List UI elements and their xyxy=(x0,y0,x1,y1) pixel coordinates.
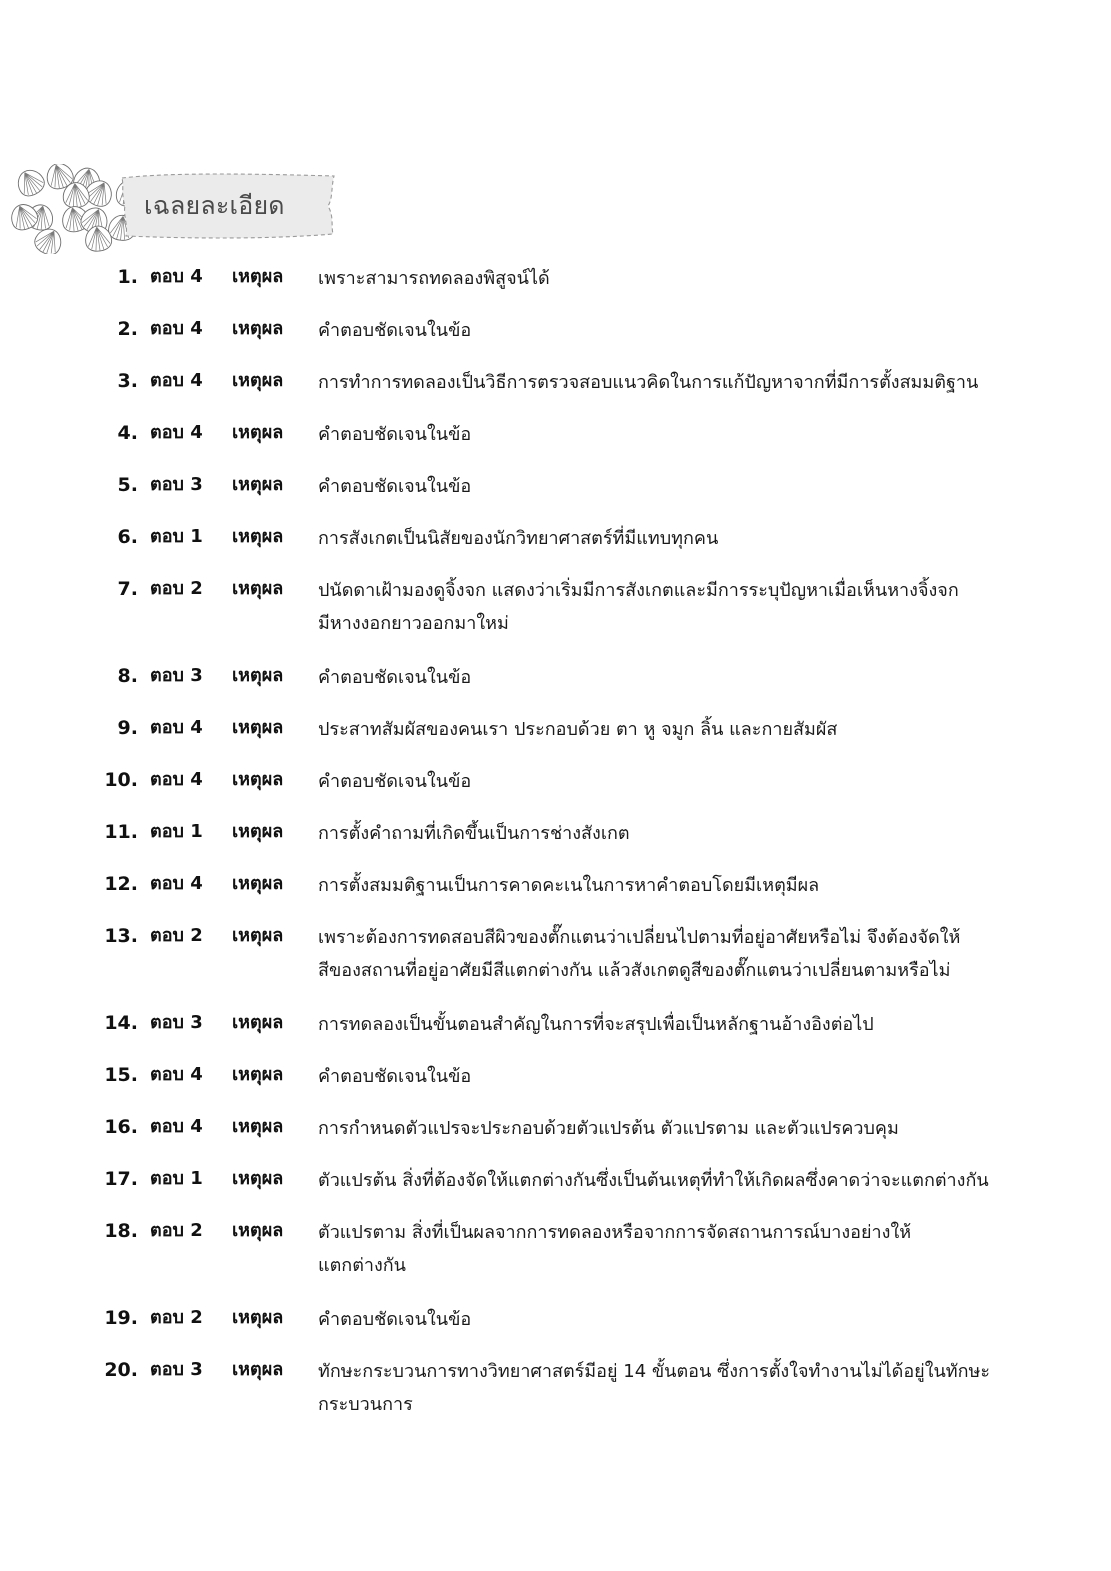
answer-row xyxy=(0,1164,1111,1194)
answer-row xyxy=(0,1216,1111,1279)
answer-row xyxy=(0,1355,1111,1418)
answer-row xyxy=(0,574,1111,637)
reason-line: กระบวนการ xyxy=(318,1394,413,1415)
answer-list xyxy=(0,262,1111,1442)
item-answer: ตอบ 4 xyxy=(150,422,203,443)
item-number: 12. xyxy=(104,873,138,895)
reason-text xyxy=(318,418,1008,451)
reason-label: เหตุผล xyxy=(232,578,284,599)
reason-line: ปนัดดาเฝ้ามองดูจิ้งจก แสดงว่าเริ่มมีการสังเกตและมีการระบุปัญหาเมื่อเห็นหางจิ้งจก xyxy=(318,580,959,601)
reason-label: เหตุผล xyxy=(232,1220,284,1241)
reason-text xyxy=(318,1164,1008,1197)
item-number: 3. xyxy=(117,370,138,392)
reason-line: การตั้งคำถามที่เกิดขึ้นเป็นการช่างสังเกต xyxy=(318,823,630,844)
reason-text xyxy=(318,574,1008,640)
reason-label: เหตุผล xyxy=(232,266,284,287)
item-number: 10. xyxy=(104,769,138,791)
reason-text xyxy=(318,921,1008,987)
item-answer: ตอบ 3 xyxy=(150,665,203,686)
item-answer: ตอบ 1 xyxy=(150,526,203,547)
answer-row xyxy=(0,418,1111,448)
reason-label: เหตุผล xyxy=(232,1012,284,1033)
answer-row xyxy=(0,470,1111,500)
answer-row xyxy=(0,921,1111,984)
reason-line: การสังเกตเป็นนิสัยของนักวิทยาศาสตร์ที่มีแทบทุกคน xyxy=(318,528,719,549)
reason-label: เหตุผล xyxy=(232,1307,284,1328)
reason-text xyxy=(318,1008,1008,1041)
item-answer: ตอบ 4 xyxy=(150,266,203,287)
reason-text xyxy=(318,262,1008,295)
answer-row xyxy=(0,314,1111,344)
page-header xyxy=(0,160,360,256)
reason-text xyxy=(318,765,1008,798)
answer-row xyxy=(0,817,1111,847)
item-answer: ตอบ 4 xyxy=(150,1116,203,1137)
reason-label: เหตุผล xyxy=(232,821,284,842)
reason-text xyxy=(318,366,1008,399)
reason-line: คำตอบชัดเจนในข้อ xyxy=(318,667,472,688)
answer-row xyxy=(0,1060,1111,1090)
answer-row xyxy=(0,522,1111,552)
item-answer: ตอบ 2 xyxy=(150,925,203,946)
reason-label: เหตุผล xyxy=(232,370,284,391)
item-number: 1. xyxy=(117,266,138,288)
reason-text xyxy=(318,869,1008,902)
reason-text xyxy=(318,470,1008,503)
item-number: 7. xyxy=(117,578,138,600)
item-answer: ตอบ 3 xyxy=(150,474,203,495)
reason-line: เพราะต้องการทดสอบสีผิวของตั๊กแตนว่าเปลี่ยนไปตามที่อยู่อาศัยหรือไม่ จึงต้องจัดให้ xyxy=(318,927,961,948)
answer-row xyxy=(0,869,1111,899)
item-answer: ตอบ 3 xyxy=(150,1359,203,1380)
reason-label: เหตุผล xyxy=(232,873,284,894)
reason-line: คำตอบชัดเจนในข้อ xyxy=(318,771,472,792)
answer-row xyxy=(0,1303,1111,1333)
item-answer: ตอบ 4 xyxy=(150,1064,203,1085)
item-number: 2. xyxy=(117,318,138,340)
answer-row xyxy=(0,1008,1111,1038)
reason-text xyxy=(318,314,1008,347)
item-number: 16. xyxy=(104,1116,138,1138)
reason-label: เหตุผล xyxy=(232,422,284,443)
item-number: 20. xyxy=(104,1359,138,1381)
answer-row xyxy=(0,1112,1111,1142)
reason-line: สีของสถานที่อยู่อาศัยมีสีแตกต่างกัน แล้วสังเกตดูสีของตั๊กแตนว่าเปลี่ยนตามหรือไม่ xyxy=(318,960,951,981)
reason-label: เหตุผล xyxy=(232,925,284,946)
item-answer: ตอบ 4 xyxy=(150,370,203,391)
reason-text xyxy=(318,661,1008,694)
reason-label: เหตุผล xyxy=(232,474,284,495)
answer-row xyxy=(0,713,1111,743)
reason-label: เหตุผล xyxy=(232,717,284,738)
item-number: 13. xyxy=(104,925,138,947)
item-number: 18. xyxy=(104,1220,138,1242)
item-number: 5. xyxy=(117,474,138,496)
reason-line: การทำการทดลองเป็นวิธีการตรวจสอบแนวคิดในการแก้ปัญหาจากที่มีการตั้งสมมติฐาน xyxy=(318,372,979,393)
reason-line: ตัวแปรต้น สิ่งที่ต้องจัดให้แตกต่างกันซึ่งเป็นต้นเหตุที่ทำให้เกิดผลซึ่งคาดว่าจะแตกต่างกัน xyxy=(318,1170,989,1191)
reason-line: เพราะสามารถทดลองพิสูจน์ได้ xyxy=(318,268,550,289)
reason-label: เหตุผล xyxy=(232,526,284,547)
reason-label: เหตุผล xyxy=(232,1359,284,1380)
reason-line: คำตอบชัดเจนในข้อ xyxy=(318,476,472,497)
item-number: 6. xyxy=(117,526,138,548)
reason-line: การกำหนดตัวแปรจะประกอบด้วยตัวแปรต้น ตัวแปรตาม และตัวแปรควบคุม xyxy=(318,1118,899,1139)
item-number: 4. xyxy=(117,422,138,444)
reason-line: ตัวแปรตาม สิ่งที่เป็นผลจากการทดลองหรือจากการจัดสถานการณ์บางอย่างให้ xyxy=(318,1222,912,1243)
item-number: 11. xyxy=(104,821,138,843)
item-answer: ตอบ 2 xyxy=(150,1220,203,1241)
reason-text xyxy=(318,522,1008,555)
answer-row xyxy=(0,262,1111,292)
item-number: 14. xyxy=(104,1012,138,1034)
item-number: 15. xyxy=(104,1064,138,1086)
reason-line: ประสาทสัมผัสของคนเรา ประกอบด้วย ตา หู จมูก ลิ้น และกายสัมผัส xyxy=(318,719,838,740)
item-answer: ตอบ 4 xyxy=(150,318,203,339)
reason-label: เหตุผล xyxy=(232,1168,284,1189)
item-answer: ตอบ 4 xyxy=(150,873,203,894)
reason-text xyxy=(318,1355,1008,1421)
item-number: 19. xyxy=(104,1307,138,1329)
item-answer: ตอบ 4 xyxy=(150,717,203,738)
reason-line: มีหางงอกยาวออกมาใหม่ xyxy=(318,613,509,634)
reason-text xyxy=(318,1303,1008,1336)
item-answer: ตอบ 1 xyxy=(150,821,203,842)
reason-label: เหตุผล xyxy=(232,1116,284,1137)
reason-text xyxy=(318,1216,1008,1282)
reason-line: การตั้งสมมติฐานเป็นการคาดคะเนในการหาคำตอบโดยมีเหตุมีผล xyxy=(318,875,820,896)
item-answer: ตอบ 2 xyxy=(150,1307,203,1328)
item-number: 8. xyxy=(117,665,138,687)
item-answer: ตอบ 3 xyxy=(150,1012,203,1033)
reason-line: แตกต่างกัน xyxy=(318,1255,406,1276)
section-title: เฉลยละเอียด xyxy=(144,191,285,220)
reason-line: การทดลองเป็นขั้นตอนสำคัญในการที่จะสรุปเพื่อเป็นหลักฐานอ้างอิงต่อไป xyxy=(318,1014,874,1035)
reason-text xyxy=(318,713,1008,746)
answer-row xyxy=(0,765,1111,795)
answer-row xyxy=(0,661,1111,691)
reason-text xyxy=(318,817,1008,850)
reason-text xyxy=(318,1112,1008,1145)
item-answer: ตอบ 2 xyxy=(150,578,203,599)
reason-line: คำตอบชัดเจนในข้อ xyxy=(318,1309,472,1330)
reason-line: คำตอบชัดเจนในข้อ xyxy=(318,424,472,445)
item-answer: ตอบ 4 xyxy=(150,769,203,790)
reason-label: เหตุผล xyxy=(232,769,284,790)
reason-line: คำตอบชัดเจนในข้อ xyxy=(318,320,472,341)
answer-row xyxy=(0,366,1111,396)
reason-label: เหตุผล xyxy=(232,318,284,339)
item-number: 9. xyxy=(117,717,138,739)
reason-line: ทักษะกระบวนการทางวิทยาศาสตร์มีอยู่ 14 ขั้นตอน ซึ่งการตั้งใจทำงานไม่ได้อยู่ในทักษะ xyxy=(318,1361,991,1382)
item-number: 17. xyxy=(104,1168,138,1190)
section-title-banner xyxy=(112,168,344,248)
reason-label: เหตุผล xyxy=(232,665,284,686)
reason-line: คำตอบชัดเจนในข้อ xyxy=(318,1066,472,1087)
reason-text xyxy=(318,1060,1008,1093)
item-answer: ตอบ 1 xyxy=(150,1168,203,1189)
reason-label: เหตุผล xyxy=(232,1064,284,1085)
